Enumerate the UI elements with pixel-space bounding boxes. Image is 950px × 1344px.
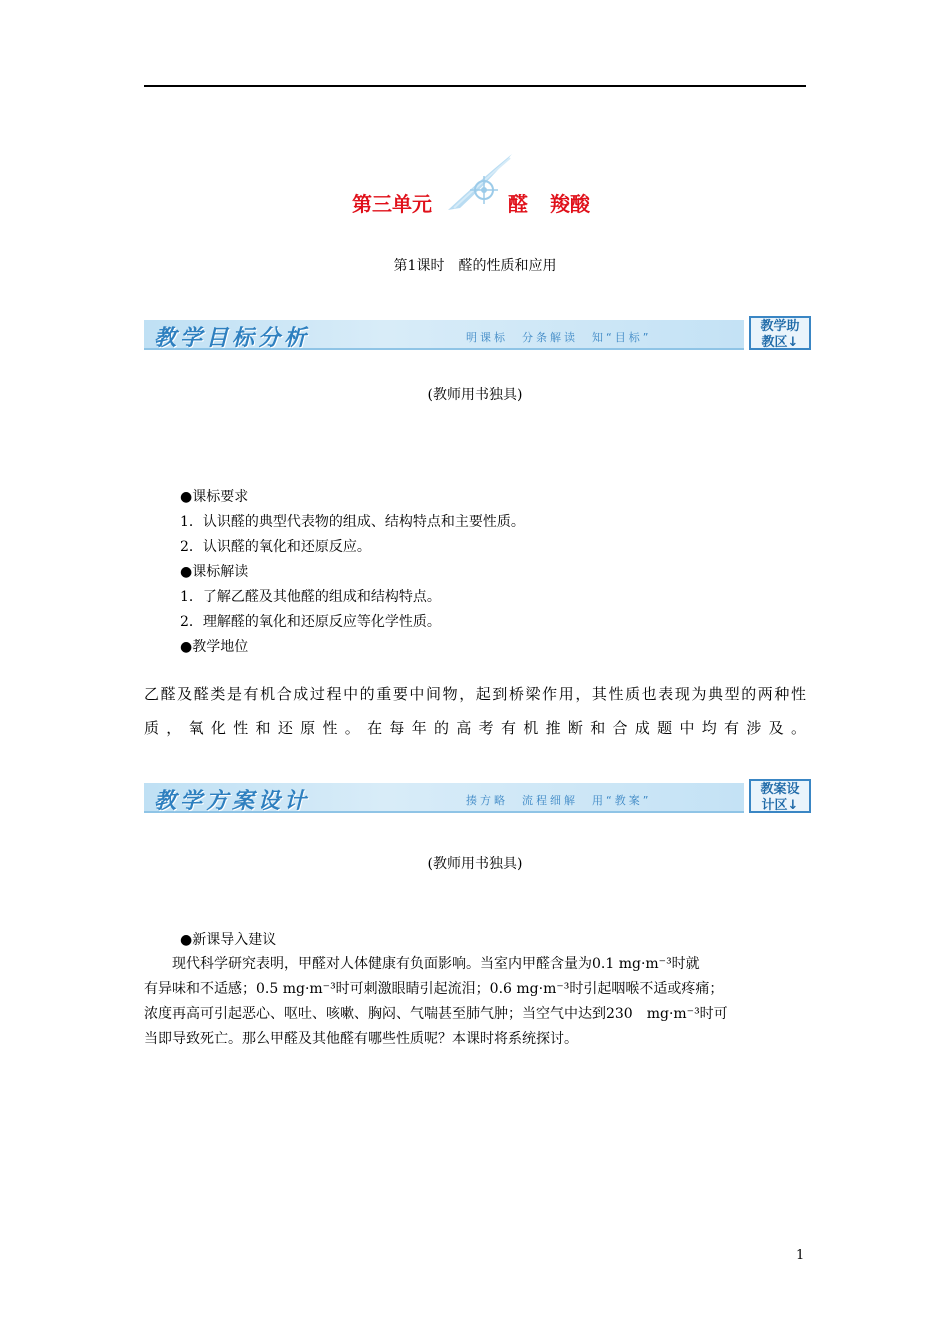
lesson-title: 第1课时 醛的性质和应用 bbox=[393, 258, 557, 274]
intro-paragraph bbox=[144, 952, 806, 1052]
section-banner-objectives bbox=[144, 316, 814, 352]
unit-title bbox=[0, 150, 950, 230]
intro-heading: ●新课导入建议 bbox=[180, 932, 277, 948]
intro-line: 当即导致死亡。那么甲醛及其他醛有哪些性质呢？本课时将系统探讨。 bbox=[144, 1031, 578, 1047]
box-line-2: 计区↓ bbox=[761, 798, 799, 813]
banner-heading: 教学目标分析 bbox=[154, 326, 311, 351]
paragraph-line: 乙醛及醛类是有机合成过程中的重要中间物，起到桥梁作用，其性质也表现为典型的两种性 bbox=[144, 685, 806, 703]
teacher-note: (教师用书独具) bbox=[427, 387, 523, 403]
page-number: 1 bbox=[796, 1248, 805, 1263]
box-line-1: 教案设 bbox=[760, 782, 800, 797]
lesson-plan-box bbox=[749, 779, 811, 813]
objective-line: 2．理解醛的氧化和还原反应等化学性质。 bbox=[180, 614, 441, 630]
objective-line: 1．认识醛的典型代表物的组成、结构特点和主要性质。 bbox=[180, 514, 525, 530]
box-line-2: 教区↓ bbox=[761, 335, 799, 350]
banner-subheading: 揍方略 流程细解 用“教案” bbox=[466, 794, 652, 807]
paragraph-line: 质，氧化性和还原性。在每年的高考有机推断和合成题中均有涉及。 bbox=[144, 719, 806, 737]
teaching-aid-box bbox=[749, 316, 811, 350]
box-line-1: 教学助 bbox=[760, 319, 800, 334]
objective-line: ●课标解读 bbox=[180, 564, 249, 580]
unit-title-left: 第三单元 bbox=[352, 192, 432, 216]
objective-line: 1．了解乙醛及其他醛的组成和结构特点。 bbox=[180, 589, 441, 605]
unit-title-right bbox=[508, 188, 590, 217]
teaching-position-paragraph bbox=[144, 679, 806, 743]
section-banner-design bbox=[144, 779, 814, 815]
intro-line: 现代科学研究表明，甲醛对人体健康有负面影响。当室内甲醛含量为0.1 mg·m⁻³时就 bbox=[144, 956, 700, 972]
header-rule bbox=[144, 85, 806, 87]
intro-line: 有异味和不适感；0.5 mg·m⁻³时可刺激眼睛引起流泪；0.6 mg·m⁻³时引起咽喉不适或疼痛； bbox=[144, 981, 724, 997]
objective-line: ●课标要求 bbox=[180, 489, 249, 505]
unit-title-word-2: 羧酸 bbox=[550, 192, 590, 216]
banner-heading: 教学方案设计 bbox=[154, 789, 311, 814]
teacher-note: (教师用书独具) bbox=[427, 856, 523, 872]
unit-title-word-1: 醛 bbox=[508, 192, 528, 216]
objective-line: 2．认识醛的氧化和还原反应。 bbox=[180, 539, 371, 555]
intro-line: 浓度再高可引起恶心、呕吐、咳嗽、胸闷、气喘甚至肺气肿；当空气中达到230 mg·m⁻³时可 bbox=[144, 1006, 728, 1022]
banner-subheading: 明课标 分条解读 知“目标” bbox=[466, 331, 652, 344]
objective-line: ●教学地位 bbox=[180, 639, 249, 655]
